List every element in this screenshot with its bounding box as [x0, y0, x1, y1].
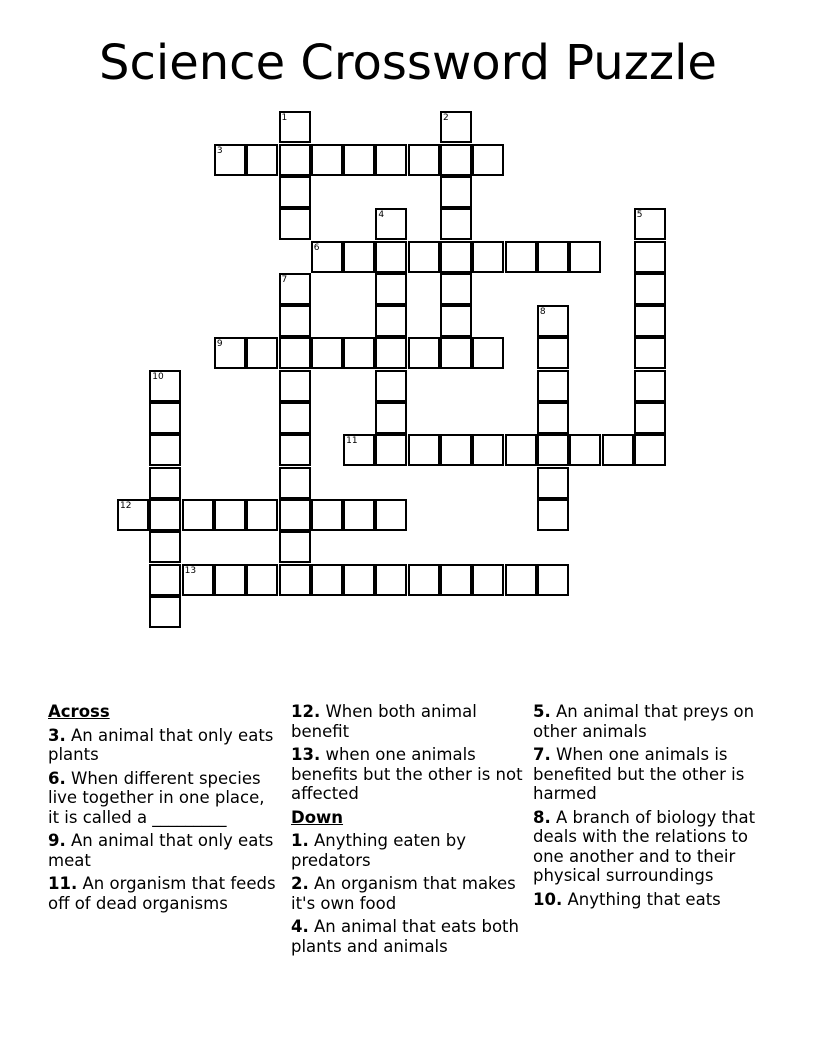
grid-cell — [569, 434, 601, 466]
down-clue-5 — [533, 702, 773, 741]
grid-cell — [505, 564, 537, 596]
clue-text: when one animals benefits but the other is not affected — [291, 745, 523, 803]
grid-cell — [440, 434, 472, 466]
clue-column-1 — [48, 702, 280, 917]
clue-number: 1. — [291, 831, 309, 850]
puzzle-title: Science Crossword Puzzle — [99, 35, 717, 91]
clue-number: 5. — [533, 702, 551, 721]
grid-cell — [279, 370, 311, 402]
grid-cell — [440, 111, 472, 143]
across-heading: Across — [48, 702, 110, 721]
down-clue-4 — [291, 917, 523, 956]
grid-cell — [408, 434, 440, 466]
grid-cell — [375, 208, 407, 240]
down-clue-8 — [533, 808, 773, 886]
cell-number: 8 — [539, 307, 546, 318]
grid-cell — [472, 241, 504, 273]
clue-text: An animal that preys on other animals — [533, 702, 755, 741]
grid-cell — [279, 176, 311, 208]
grid-cell — [214, 337, 246, 369]
grid-cell — [537, 564, 569, 596]
grid-cell — [537, 402, 569, 434]
grid-cell — [279, 402, 311, 434]
grid-cell — [214, 144, 246, 176]
grid-cell — [246, 499, 278, 531]
clue-number: 13. — [291, 745, 321, 764]
grid-cell — [472, 434, 504, 466]
across-clue-13 — [291, 745, 523, 804]
across-clue-9 — [48, 831, 280, 870]
clue-text: When both animal benefit — [291, 702, 477, 741]
grid-cell — [440, 241, 472, 273]
grid-cell — [440, 208, 472, 240]
grid-cell — [279, 499, 311, 531]
grid-cell — [440, 176, 472, 208]
grid-cell — [279, 111, 311, 143]
grid-cell — [375, 499, 407, 531]
clue-text: Anything eaten by predators — [291, 831, 467, 870]
grid-cell — [149, 467, 181, 499]
grid-cell — [537, 305, 569, 337]
grid-cell — [375, 273, 407, 305]
grid-cell — [279, 273, 311, 305]
grid-cell — [537, 370, 569, 402]
grid-cell — [279, 144, 311, 176]
grid-cell — [311, 144, 343, 176]
grid-cell — [634, 337, 666, 369]
grid-cell — [343, 499, 375, 531]
clue-text: A branch of biology that deals with the relations to one another and to their physical surroundings — [533, 807, 756, 885]
grid-cell — [182, 499, 214, 531]
clue-text: An organism that feeds off of dead organisms — [48, 874, 276, 913]
clue-number: 2. — [291, 874, 309, 893]
down-heading: Down — [291, 807, 344, 827]
clue-number: 10. — [533, 889, 563, 909]
clue-number: 9. — [48, 831, 66, 850]
cell-number: 11 — [346, 436, 358, 447]
grid-cell — [375, 144, 407, 176]
grid-cell — [246, 564, 278, 596]
cell-number: 2 — [443, 113, 449, 124]
grid-cell — [375, 564, 407, 596]
grid-cell — [279, 531, 311, 563]
down-clue-10 — [533, 890, 773, 910]
across-clue-3 — [48, 726, 280, 765]
grid-cell — [537, 337, 569, 369]
grid-cell — [537, 241, 569, 273]
grid-cell — [246, 337, 278, 369]
grid-cell — [375, 402, 407, 434]
grid-cell — [375, 305, 407, 337]
grid-cell — [569, 241, 601, 273]
grid-cell — [117, 499, 149, 531]
clue-number: 6. — [48, 768, 66, 788]
grid-cell — [472, 144, 504, 176]
grid-cell — [472, 564, 504, 596]
across-clue-12 — [291, 702, 523, 741]
grid-cell — [149, 434, 181, 466]
grid-cell — [149, 402, 181, 434]
clue-text: When one animals is benefited but the other is harmed — [533, 745, 745, 803]
grid-cell — [375, 241, 407, 273]
grid-cell — [279, 564, 311, 596]
grid-cell — [311, 337, 343, 369]
grid-cell — [634, 434, 666, 466]
cell-number: 4 — [378, 210, 385, 221]
grid-cell — [149, 499, 181, 531]
grid-cell — [149, 596, 181, 628]
grid-cell — [440, 144, 472, 176]
across-clue-11 — [48, 874, 280, 913]
grid-cell — [537, 499, 569, 531]
clue-column-3 — [533, 702, 773, 913]
grid-cell — [505, 434, 537, 466]
grid-cell — [537, 434, 569, 466]
grid-cell — [375, 337, 407, 369]
grid-cell — [634, 241, 666, 273]
down-clue-7 — [533, 745, 773, 804]
cell-number: 13 — [184, 565, 197, 576]
grid-cell — [472, 337, 504, 369]
down-clue-2 — [291, 874, 523, 913]
clue-text: Anything that eats — [567, 889, 721, 909]
clue-number: 3. — [48, 725, 66, 745]
grid-cell — [149, 564, 181, 596]
grid-cell — [311, 499, 343, 531]
clue-number: 11. — [48, 874, 78, 893]
grid-cell — [311, 564, 343, 596]
grid-cell — [279, 305, 311, 337]
grid-cell — [343, 434, 375, 466]
grid-cell — [149, 370, 181, 402]
clue-text: An organism that makes it's own food — [291, 874, 516, 913]
grid-cell — [408, 564, 440, 596]
cell-number: 3 — [216, 145, 223, 156]
clue-number: 4. — [291, 917, 309, 936]
grid-cell — [408, 337, 440, 369]
grid-cell — [311, 241, 343, 273]
grid-cell — [375, 434, 407, 466]
cell-number: 1 — [281, 113, 288, 124]
grid-cell — [634, 370, 666, 402]
grid-cell — [246, 144, 278, 176]
grid-cell — [408, 241, 440, 273]
grid-cell — [440, 273, 472, 305]
grid-cell — [440, 337, 472, 369]
clue-number: 12. — [291, 702, 321, 721]
grid-cell — [440, 305, 472, 337]
grid-cell — [182, 564, 214, 596]
grid-cell — [505, 241, 537, 273]
grid-cell — [634, 402, 666, 434]
clue-text: An animal that only eats plants — [48, 725, 274, 764]
clue-text: An animal that eats both plants and animals — [291, 917, 519, 956]
clue-column-2 — [291, 702, 523, 960]
grid-cell — [279, 467, 311, 499]
grid-cell — [440, 564, 472, 596]
cell-number: 5 — [636, 210, 643, 221]
clue-text: When different species live together in one place, it is called a _________ — [48, 768, 265, 827]
grid-cell — [279, 208, 311, 240]
grid-cell — [634, 208, 666, 240]
grid-cell — [408, 144, 440, 176]
grid-cell — [634, 305, 666, 337]
grid-cell — [343, 241, 375, 273]
cell-number: 10 — [152, 371, 164, 382]
grid-cell — [634, 273, 666, 305]
grid-cell — [375, 370, 407, 402]
grid-cell — [343, 564, 375, 596]
down-clue-1 — [291, 831, 523, 870]
cell-number: 7 — [281, 274, 288, 285]
grid-cell — [343, 337, 375, 369]
grid-cell — [343, 144, 375, 176]
grid-cell — [279, 434, 311, 466]
grid-cell — [602, 434, 634, 466]
clue-number: 7. — [533, 745, 551, 764]
clue-number: 8. — [533, 807, 551, 827]
grid-cell — [279, 337, 311, 369]
across-clue-6 — [48, 769, 280, 828]
cell-number: 6 — [313, 242, 320, 253]
grid-cell — [537, 467, 569, 499]
cell-number: 9 — [216, 339, 223, 350]
grid-cell — [214, 499, 246, 531]
grid-cell — [149, 531, 181, 563]
cell-number: 12 — [120, 500, 132, 511]
grid-cell — [214, 564, 246, 596]
clue-text: An animal that only eats meat — [48, 831, 274, 870]
